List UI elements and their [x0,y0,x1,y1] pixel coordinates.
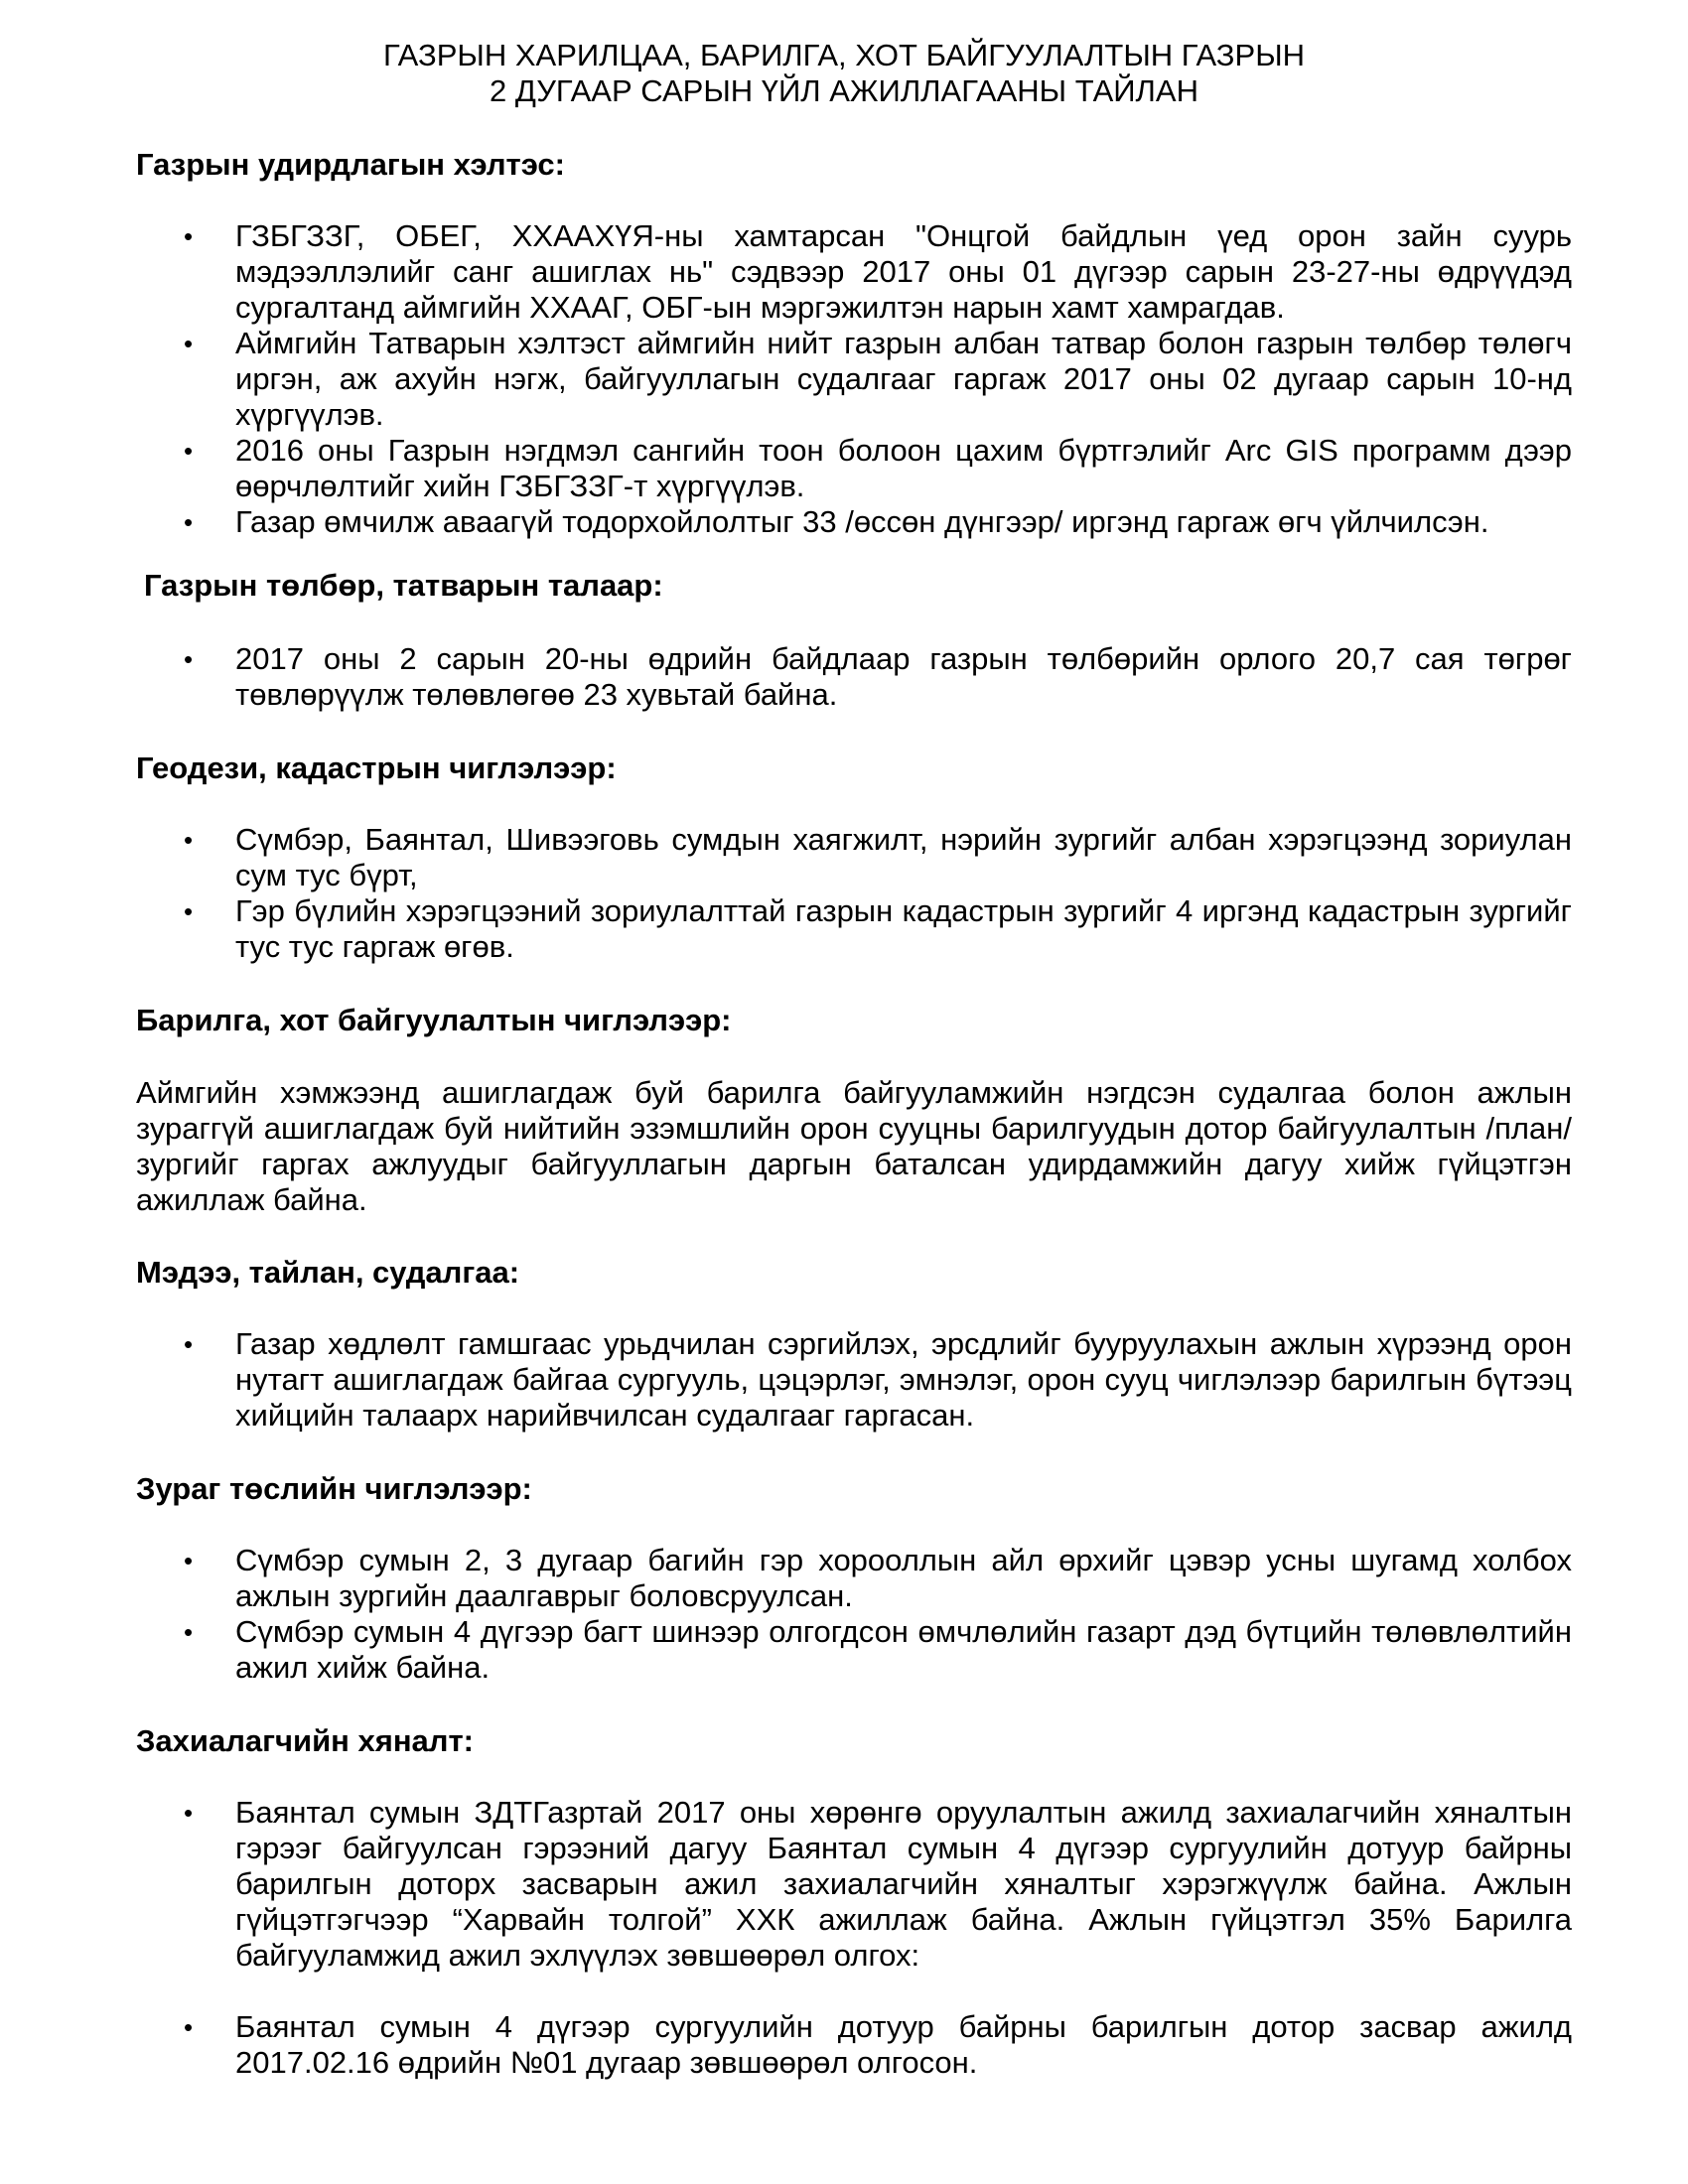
bullet-icon: • [184,1546,194,1575]
list-item: • 2017 оны 2 сарын 20-ны өдрийн байдлаар газрын төлбөрийн орлого 20,7 сая төгрөг төвлөрүүлж төлөвлөгөө 23 хувьтай байна. [184,641,1572,712]
land-management-list [184,218,1572,540]
list-item: • Сүмбэр, Баянтал, Шивээговь сумдын хаягжилт, нэрийн зургийг албан хэрэгцээнд зориулан сум тус бүрт, [184,822,1572,892]
bullet-icon: • [184,221,194,251]
client-control-list [184,1795,1572,2081]
bullet-icon: • [184,2012,194,2042]
section-heading-land-fee: Газрын төлбөр, татварын талаар: [144,568,663,603]
list-item: • Сүмбэр сумын 2, 3 дугаар багийн гэр хорооллын айл өрхийг цэвэр усны шугамд холбох ажлын зургийн даалгаврыг боловсруулсан. [184,1543,1572,1613]
list-item: • Аймгийн Татварын хэлтэст аймгийн нийт газрын албан татвар болон газрын төлбөр төлөгч иргэн, аж ахуйн нэгж, байгууллагын судалгааг гаргаж 2017 оны 02 дугаар сарын 10-нд хүргүүлэв. [184,326,1572,432]
bullet-icon: • [184,1329,194,1359]
section-heading-design: Зураг төслийн чиглэлээр: [136,1471,532,1506]
section-heading-geodesy: Геодези, кадастрын чиглэлээр: [136,751,617,785]
bullet-icon: • [184,825,194,855]
land-fee-list [184,641,1572,713]
bullet-icon: • [184,1617,194,1647]
list-item: • Газар өмчилж аваагүй тодорхойлолтыг 33 /өссөн дүнгээр/ иргэнд гаргаж өгч үйлчилсэн. [184,504,1489,539]
bullet-icon: • [184,1798,194,1828]
section-heading-reports: Мэдээ, тайлан, судалгаа: [136,1255,520,1290]
list-item: • Сүмбэр сумын 4 дүгээр багт шинээр олгогдсон өмчлөлийн газарт дэд бүтцийн төлөвлөлтийн ажил хийж байна. [184,1614,1572,1685]
section-heading-land-management: Газрын удирдлагын хэлтэс: [136,147,565,182]
bullet-icon: • [184,507,194,537]
section-heading-client-control: Захиалагчийн хяналт: [136,1723,474,1758]
bullet-icon: • [184,644,194,674]
list-item: • Баянтал сумын 4 дүгээр сургуулийн дотуур байрны барилгын дотор засвар ажилд 2017.02.16 өдрийн №01 дугаар зөвшөөрөл олгосон. [184,2009,1572,2080]
list-item: • ГЗБГЗЗГ, ОБЕГ, ХХААХҮЯ-ны хамтарсан "Онцгой байдлын үед орон зайн суурь мэдээллэлийг санг ашиглах нь" сэдвээр 2017 оны 01 дүгээр сарын 23-27-ны өдрүүдэд сургалтанд аймгийн ХХААГ, ОБГ-ын мэргэжилтэн нарын хамт хамрагдав. [184,218,1572,325]
geodesy-list [184,822,1572,965]
section-heading-construction: Барилга, хот байгуулалтын чиглэлээр: [136,1003,732,1037]
report-title [0,38,1688,109]
bullet-icon: • [184,896,194,926]
bullet-icon: • [184,329,194,358]
bullet-icon: • [184,436,194,466]
title-line-2: 2 ДУГААР САРЫН ҮЙЛ АЖИЛЛАГААНЫ ТАЙЛАН [490,73,1198,108]
list-item: • Газар хөдлөлт гамшгаас урьдчилан сэргийлэх, эрсдлийг бууруулахын ажлын хүрээнд орон нутагт ашиглагдаж байгаа сургууль, цэцэрлэг, эмнэлэг, орон сууц чиглэлээр барилгын бүтээц хийцийн талаарх нарийвчилсан судалгааг гаргасан. [184,1326,1572,1433]
list-item: • 2016 оны Газрын нэгдмэл сангийн тоон болоон цахим бүртгэлийг Arc GIS программ дээр өөрчлөлтийг хийн ГЗБГЗЗГ-т хүргүүлэв. [184,433,1572,503]
reports-list [184,1326,1572,1433]
list-item: • Гэр бүлийн хэрэгцээний зориулалттай газрын кадастрын зургийг 4 иргэнд кадастрын зургийг тус тус гаргаж өгөв. [184,893,1572,964]
construction-paragraph: Аймгийн хэмжээнд ашиглагдаж буй барилга байгууламжийн нэгдсэн судалгаа болон ажлын зураггүй ашиглагдаж буй нийтийн эзэмшлийн орон сууцны барилгуудын дотор байгуулалтын /план/ зургийг гаргах ажлуудыг байгууллагын даргын баталсан удирдамжийн дагуу хийж гүйцэтгэн ажиллаж байна. [136,1075,1572,1217]
design-list [184,1543,1572,1686]
title-line-1: ГАЗРЫН ХАРИЛЦАА, БАРИЛГА, ХОТ БАЙГУУЛАЛТЫН ГАЗРЫН [382,38,1306,72]
list-item: • Баянтал сумын ЗДТГазртай 2017 оны хөрөнгө оруулалтын ажилд захиалагчийн хяналтын гэрээг байгуулсан гэрээний дагуу Баянтал сумын 4 дүгээр сургуулийн дотуур байрны барилгын доторх засварын ажил захиалагчийн хяналтыг хэрэгжүүлж байна. Ажлын гүйцэтгэгчээр “Харвайн толгой” ХХК ажиллаж байна. Ажлын гүйцэтгэл 35% Барилга байгууламжид ажил эхлүүлэх зөвшөөрөл олгох: [184,1795,1572,1973]
